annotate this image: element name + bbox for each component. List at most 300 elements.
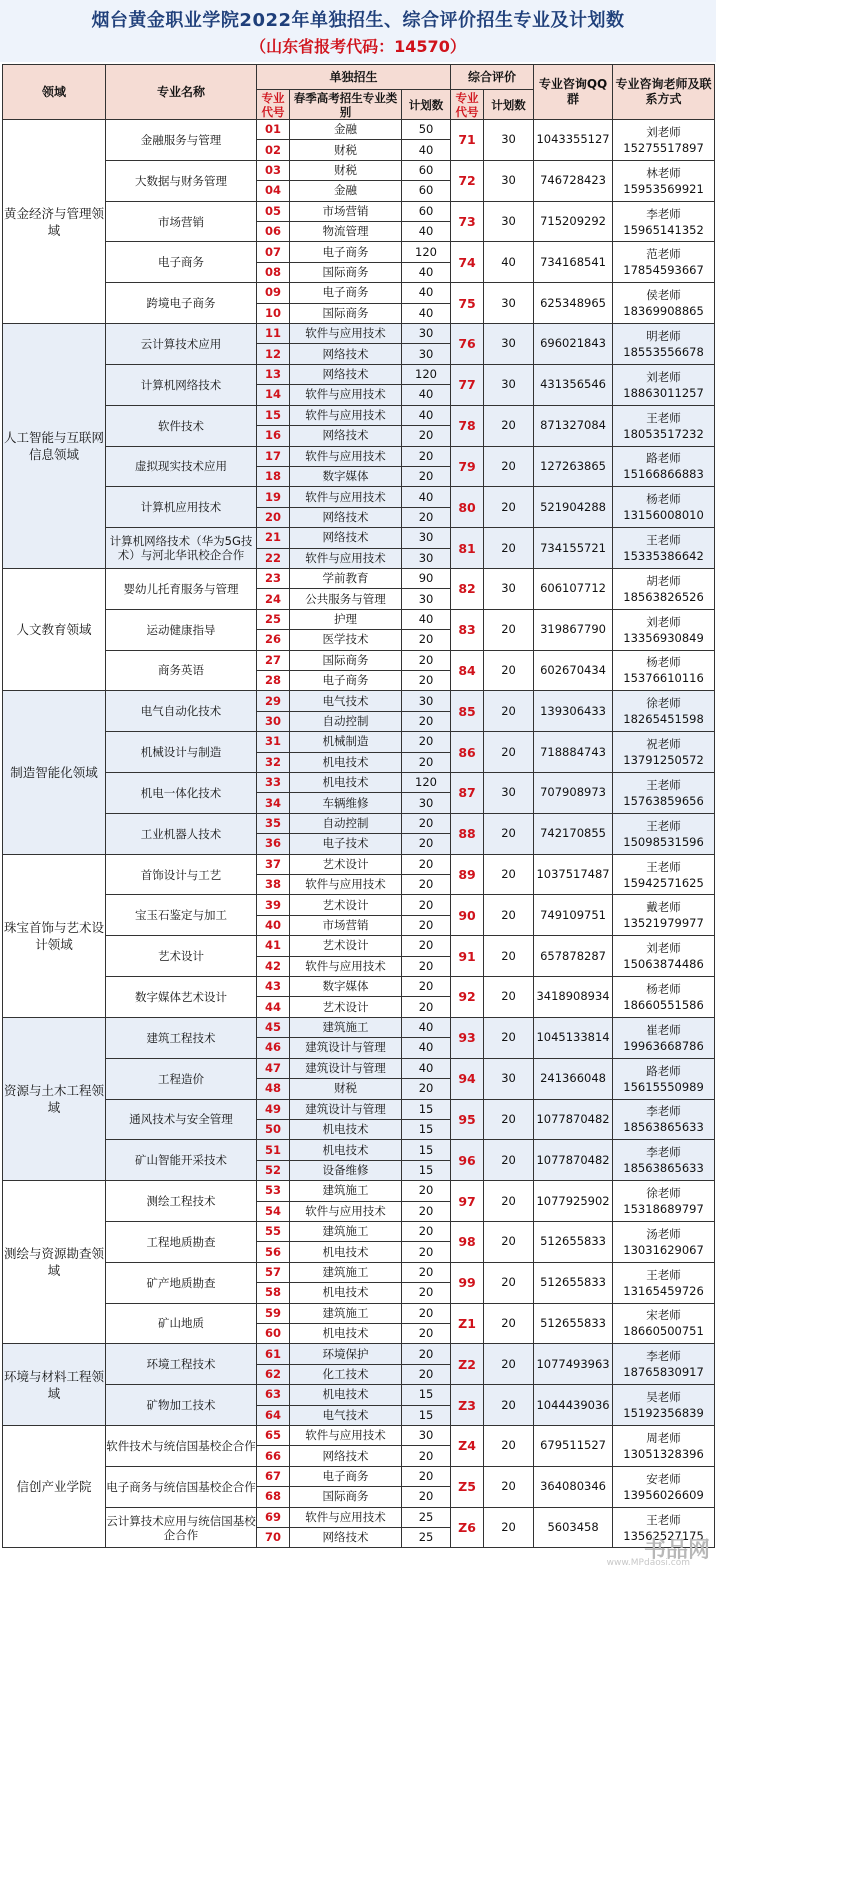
- single-code: 14: [257, 385, 290, 405]
- teacher-name: 李老师: [646, 1145, 681, 1160]
- comp-code: 89: [451, 854, 484, 895]
- single-plan: 30: [402, 793, 451, 813]
- single-code: 33: [257, 773, 290, 793]
- qq-group: 127263865: [534, 446, 613, 487]
- comp-code: 72: [451, 160, 484, 201]
- single-plan: 30: [402, 691, 451, 711]
- single-code: 32: [257, 752, 290, 772]
- single-category: 设备维修: [290, 1160, 402, 1180]
- comp-code: 76: [451, 324, 484, 365]
- teacher-name: 王老师: [646, 777, 681, 792]
- header-comp: 综合评价: [451, 65, 534, 90]
- single-category: 软件与应用技术: [290, 324, 402, 344]
- major-name: 婴幼儿托育服务与管理: [106, 568, 257, 609]
- table-row: [3, 1385, 715, 1405]
- single-plan: 20: [402, 875, 451, 895]
- teacher-name: 李老师: [646, 1104, 681, 1119]
- comp-code: 87: [451, 773, 484, 814]
- major-name: 跨境电子商务: [106, 283, 257, 324]
- teacher-contact: [613, 1058, 715, 1099]
- teacher-name: 王老师: [646, 818, 681, 833]
- single-category: 网络技术: [290, 528, 402, 548]
- single-code: 69: [257, 1507, 290, 1527]
- teacher-name: 杨老师: [646, 981, 681, 996]
- teacher-phone: 15615550989: [623, 1079, 704, 1094]
- table-row: [3, 1344, 715, 1364]
- single-plan: 20: [402, 670, 451, 690]
- qq-group: 512655833: [534, 1221, 613, 1262]
- table-row: [3, 1466, 715, 1486]
- qq-group: 1077870482: [534, 1099, 613, 1140]
- comp-code: 94: [451, 1058, 484, 1099]
- major-name: 矿物加工技术: [106, 1385, 257, 1426]
- qq-group: 3418908934: [534, 977, 613, 1018]
- comp-code: 95: [451, 1099, 484, 1140]
- teacher-phone: 18369908865: [623, 304, 704, 319]
- comp-code: Z2: [451, 1344, 484, 1385]
- comp-plan: 30: [484, 364, 534, 405]
- single-category: 金融: [290, 181, 402, 201]
- single-category: 公共服务与管理: [290, 589, 402, 609]
- comp-code: 82: [451, 568, 484, 609]
- teacher-phone: 15965141352: [623, 222, 704, 237]
- single-category: 软件与应用技术: [290, 405, 402, 425]
- teacher-name: 周老师: [646, 1430, 681, 1445]
- single-category: 网络技术: [290, 364, 402, 384]
- single-plan: 20: [402, 507, 451, 527]
- header-plan: 计划数: [402, 90, 451, 120]
- comp-plan: 20: [484, 691, 534, 732]
- single-plan: 25: [402, 1507, 451, 1527]
- comp-code: 71: [451, 120, 484, 161]
- table-row: [3, 120, 715, 140]
- qq-group: 1037517487: [534, 854, 613, 895]
- single-plan: 30: [402, 1426, 451, 1446]
- single-plan: 15: [402, 1119, 451, 1139]
- teacher-name: 明老师: [646, 328, 681, 343]
- qq-group: 431356546: [534, 364, 613, 405]
- table-row: [3, 1017, 715, 1037]
- single-code: 38: [257, 875, 290, 895]
- single-code: 50: [257, 1119, 290, 1139]
- table-row: [3, 405, 715, 425]
- major-name: 软件技术: [106, 405, 257, 446]
- single-plan: 20: [402, 956, 451, 976]
- single-category: 机电技术: [290, 1119, 402, 1139]
- single-code: 11: [257, 324, 290, 344]
- teacher-phone: 18053517232: [623, 426, 704, 441]
- table-row: [3, 1058, 715, 1078]
- single-plan: 20: [402, 466, 451, 486]
- single-plan: 40: [402, 609, 451, 629]
- single-code: 15: [257, 405, 290, 425]
- teacher-name: 王老师: [646, 1267, 681, 1282]
- single-category: 软件与应用技术: [290, 446, 402, 466]
- table-row: [3, 160, 715, 180]
- comp-plan: 20: [484, 1426, 534, 1467]
- single-plan: 15: [402, 1140, 451, 1160]
- single-plan: 30: [402, 548, 451, 568]
- single-code: 26: [257, 630, 290, 650]
- single-code: 58: [257, 1283, 290, 1303]
- single-plan: 20: [402, 1446, 451, 1466]
- teacher-contact: [613, 732, 715, 773]
- major-name: 虚拟现实技术应用: [106, 446, 257, 487]
- single-category: 网络技术: [290, 507, 402, 527]
- single-code: 43: [257, 977, 290, 997]
- teacher-phone: 15953569921: [623, 181, 704, 196]
- table-row: [3, 1426, 715, 1446]
- header-code: 专业代号: [257, 90, 290, 120]
- single-plan: 20: [402, 997, 451, 1017]
- teacher-name: 胡老师: [646, 573, 681, 588]
- comp-code: Z5: [451, 1466, 484, 1507]
- comp-code: 88: [451, 813, 484, 854]
- qq-group: 657878287: [534, 936, 613, 977]
- single-category: 网络技术: [290, 1528, 402, 1548]
- teacher-phone: 15098531596: [623, 834, 704, 849]
- domain-cell: 资源与土木工程领域: [3, 1017, 106, 1180]
- single-category: 电子商务: [290, 1466, 402, 1486]
- single-plan: 20: [402, 895, 451, 915]
- single-category: 建筑施工: [290, 1017, 402, 1037]
- table-row: [3, 609, 715, 629]
- single-plan: 25: [402, 1528, 451, 1548]
- domain-cell: 测绘与资源勘查领域: [3, 1181, 106, 1344]
- single-plan: 20: [402, 1303, 451, 1323]
- major-name: 运动健康指导: [106, 609, 257, 650]
- single-code: 35: [257, 813, 290, 833]
- teacher-contact: [613, 1221, 715, 1262]
- single-category: 软件与应用技术: [290, 1426, 402, 1446]
- teacher-contact: [613, 1303, 715, 1344]
- single-code: 22: [257, 548, 290, 568]
- comp-plan: 20: [484, 854, 534, 895]
- major-name: 矿产地质勘查: [106, 1262, 257, 1303]
- table-row: [3, 364, 715, 384]
- header-plan2: 计划数: [484, 90, 534, 120]
- single-category: 网络技术: [290, 344, 402, 364]
- single-plan: 120: [402, 773, 451, 793]
- single-code: 40: [257, 915, 290, 935]
- single-code: 37: [257, 854, 290, 874]
- single-code: 49: [257, 1099, 290, 1119]
- teacher-phone: 18765830917: [623, 1365, 704, 1380]
- single-plan: 20: [402, 1181, 451, 1201]
- single-code: 13: [257, 364, 290, 384]
- comp-code: 83: [451, 609, 484, 650]
- table-row: [3, 1507, 715, 1527]
- single-category: 机电技术: [290, 1283, 402, 1303]
- single-category: 机电技术: [290, 1323, 402, 1343]
- teacher-contact: [613, 1466, 715, 1507]
- single-plan: 15: [402, 1099, 451, 1119]
- single-code: 48: [257, 1079, 290, 1099]
- major-name: 软件技术与统信国基校企合作: [106, 1426, 257, 1467]
- comp-plan: 40: [484, 242, 534, 283]
- teacher-contact: [613, 1344, 715, 1385]
- single-plan: 20: [402, 1466, 451, 1486]
- single-category: 艺术设计: [290, 854, 402, 874]
- teacher-name: 汤老师: [646, 1226, 681, 1241]
- single-category: 建筑设计与管理: [290, 1058, 402, 1078]
- single-code: 24: [257, 589, 290, 609]
- single-category: 机电技术: [290, 773, 402, 793]
- single-category: 市场营销: [290, 915, 402, 935]
- single-code: 21: [257, 528, 290, 548]
- teacher-phone: 18863011257: [623, 385, 704, 400]
- major-name: 云计算技术应用: [106, 324, 257, 365]
- qq-group: 602670434: [534, 650, 613, 691]
- comp-plan: 30: [484, 1058, 534, 1099]
- single-plan: 50: [402, 120, 451, 140]
- table-row: [3, 854, 715, 874]
- single-code: 44: [257, 997, 290, 1017]
- qq-group: 715209292: [534, 201, 613, 242]
- single-plan: 40: [402, 222, 451, 242]
- teacher-name: 杨老师: [646, 492, 681, 507]
- page-header: [0, 0, 716, 62]
- table-row: [3, 487, 715, 507]
- teacher-name: 路老师: [646, 1063, 681, 1078]
- qq-group: 241366048: [534, 1058, 613, 1099]
- teacher-contact: [613, 487, 715, 528]
- single-category: 数字媒体: [290, 466, 402, 486]
- teacher-contact: [613, 1426, 715, 1467]
- single-code: 39: [257, 895, 290, 915]
- single-category: 电气技术: [290, 691, 402, 711]
- single-plan: 15: [402, 1160, 451, 1180]
- teacher-phone: 17854593667: [623, 263, 704, 278]
- table-row: [3, 1140, 715, 1160]
- teacher-name: 王老师: [646, 859, 681, 874]
- major-name: 电子商务与统信国基校企合作: [106, 1466, 257, 1507]
- teacher-phone: 13031629067: [623, 1242, 704, 1257]
- single-category: 网络技术: [290, 426, 402, 446]
- comp-plan: 20: [484, 1303, 534, 1344]
- qq-group: 1077925902: [534, 1181, 613, 1222]
- teacher-phone: 18553556678: [623, 344, 704, 359]
- page-title: 烟台黄金职业学院2022年单独招生、综合评价招生专业及计划数: [91, 10, 625, 31]
- qq-group: 5603458: [534, 1507, 613, 1548]
- single-plan: 15: [402, 1405, 451, 1425]
- qq-group: 625348965: [534, 283, 613, 324]
- teacher-phone: 15376610116: [623, 671, 704, 686]
- comp-code: Z3: [451, 1385, 484, 1426]
- major-name: 市场营销: [106, 201, 257, 242]
- single-code: 25: [257, 609, 290, 629]
- single-plan: 20: [402, 1262, 451, 1282]
- domain-cell: 人文教育领域: [3, 568, 106, 690]
- major-name: 艺术设计: [106, 936, 257, 977]
- major-name: 宝玉石鉴定与加工: [106, 895, 257, 936]
- comp-plan: 20: [484, 1017, 534, 1058]
- single-code: 08: [257, 262, 290, 282]
- single-plan: 40: [402, 1058, 451, 1078]
- single-plan: 20: [402, 1221, 451, 1241]
- single-category: 金融: [290, 120, 402, 140]
- single-plan: 20: [402, 854, 451, 874]
- single-category: 软件与应用技术: [290, 487, 402, 507]
- table-row: [3, 1221, 715, 1241]
- single-plan: 20: [402, 1323, 451, 1343]
- single-plan: 40: [402, 1038, 451, 1058]
- teacher-contact: [613, 977, 715, 1018]
- single-plan: 20: [402, 936, 451, 956]
- major-name: 测绘工程技术: [106, 1181, 257, 1222]
- comp-code: Z1: [451, 1303, 484, 1344]
- major-name: 工程造价: [106, 1058, 257, 1099]
- major-name: 计算机网络技术（华为5G技术）与河北华讯校企合作: [106, 528, 257, 569]
- single-code: 63: [257, 1385, 290, 1405]
- qq-group: 512655833: [534, 1262, 613, 1303]
- qq-group: 746728423: [534, 160, 613, 201]
- header-domain: 领域: [3, 65, 106, 120]
- qq-group: 734168541: [534, 242, 613, 283]
- single-category: 电子商务: [290, 670, 402, 690]
- comp-code: 81: [451, 528, 484, 569]
- single-plan: 20: [402, 1344, 451, 1364]
- watermark-url: www.MPdaosi.com: [606, 1558, 690, 1568]
- single-code: 23: [257, 568, 290, 588]
- single-code: 41: [257, 936, 290, 956]
- comp-plan: 20: [484, 650, 534, 691]
- single-plan: 20: [402, 752, 451, 772]
- single-code: 46: [257, 1038, 290, 1058]
- major-name: 机械设计与制造: [106, 732, 257, 773]
- table-row: [3, 528, 715, 548]
- teacher-name: 吴老师: [646, 1390, 681, 1405]
- qq-group: 749109751: [534, 895, 613, 936]
- single-plan: 20: [402, 1201, 451, 1221]
- single-code: 56: [257, 1242, 290, 1262]
- single-code: 10: [257, 303, 290, 323]
- single-category: 国际商务: [290, 1487, 402, 1507]
- major-name: 云计算技术应用与统信国基校企合作: [106, 1507, 257, 1548]
- qq-group: 364080346: [534, 1466, 613, 1507]
- major-name: 工程地质勘查: [106, 1221, 257, 1262]
- watermark: 书品网: [643, 1538, 710, 1563]
- teacher-phone: 18660500751: [623, 1324, 704, 1339]
- major-name: 首饰设计与工艺: [106, 854, 257, 895]
- comp-code: 90: [451, 895, 484, 936]
- comp-plan: 30: [484, 283, 534, 324]
- teacher-contact: [613, 650, 715, 691]
- single-code: 09: [257, 283, 290, 303]
- teacher-phone: 13356930849: [623, 630, 704, 645]
- teacher-name: 侯老师: [646, 288, 681, 303]
- single-code: 68: [257, 1487, 290, 1507]
- single-code: 57: [257, 1262, 290, 1282]
- single-code: 01: [257, 120, 290, 140]
- single-plan: 20: [402, 446, 451, 466]
- single-plan: 15: [402, 1385, 451, 1405]
- comp-plan: 20: [484, 1181, 534, 1222]
- comp-code: 74: [451, 242, 484, 283]
- single-code: 64: [257, 1405, 290, 1425]
- single-plan: 20: [402, 630, 451, 650]
- single-category: 自动控制: [290, 813, 402, 833]
- teacher-phone: 15942571625: [623, 875, 704, 890]
- comp-code: 77: [451, 364, 484, 405]
- single-plan: 20: [402, 977, 451, 997]
- teacher-contact: [613, 405, 715, 446]
- comp-code: 75: [451, 283, 484, 324]
- qq-group: 512655833: [534, 1303, 613, 1344]
- comp-plan: 20: [484, 1221, 534, 1262]
- comp-code: 97: [451, 1181, 484, 1222]
- teacher-contact: [613, 528, 715, 569]
- single-category: 国际商务: [290, 303, 402, 323]
- single-code: 29: [257, 691, 290, 711]
- single-plan: 20: [402, 711, 451, 731]
- teacher-phone: 13562527175: [623, 1528, 704, 1543]
- single-category: 机电技术: [290, 752, 402, 772]
- teacher-name: 刘老师: [646, 369, 681, 384]
- major-name: 金融服务与管理: [106, 120, 257, 161]
- single-code: 05: [257, 201, 290, 221]
- teacher-name: 刘老师: [646, 614, 681, 629]
- table-row: [3, 936, 715, 956]
- table-row: [3, 1303, 715, 1323]
- major-name: 商务英语: [106, 650, 257, 691]
- comp-plan: 30: [484, 201, 534, 242]
- single-plan: 40: [402, 140, 451, 160]
- single-code: 03: [257, 160, 290, 180]
- table-row: [3, 242, 715, 262]
- single-category: 软件与应用技术: [290, 1201, 402, 1221]
- header-major: 专业名称: [106, 65, 257, 120]
- single-plan: 30: [402, 344, 451, 364]
- single-code: 61: [257, 1344, 290, 1364]
- page-subtitle: （山东省报考代码：14570）: [250, 37, 466, 56]
- domain-cell: 信创产业学院: [3, 1426, 106, 1548]
- table-row: [3, 568, 715, 588]
- comp-code: Z6: [451, 1507, 484, 1548]
- single-category: 建筑施工: [290, 1181, 402, 1201]
- comp-code: 78: [451, 405, 484, 446]
- header-single: 单独招生: [257, 65, 451, 90]
- single-plan: 20: [402, 1283, 451, 1303]
- single-plan: 30: [402, 324, 451, 344]
- teacher-contact: [613, 446, 715, 487]
- single-code: 42: [257, 956, 290, 976]
- major-name: 环境工程技术: [106, 1344, 257, 1385]
- single-code: 12: [257, 344, 290, 364]
- major-name: 机电一体化技术: [106, 773, 257, 814]
- single-category: 环境保护: [290, 1344, 402, 1364]
- single-category: 建筑施工: [290, 1303, 402, 1323]
- header-code2: 专业代号: [451, 90, 484, 120]
- single-category: 护理: [290, 609, 402, 629]
- single-plan: 20: [402, 1364, 451, 1384]
- teacher-contact: [613, 895, 715, 936]
- teacher-contact: [613, 324, 715, 365]
- single-code: 19: [257, 487, 290, 507]
- teacher-name: 安老师: [646, 1471, 681, 1486]
- major-name: 电子商务: [106, 242, 257, 283]
- domain-cell: 制造智能化领域: [3, 691, 106, 854]
- single-category: 财税: [290, 140, 402, 160]
- single-code: 16: [257, 426, 290, 446]
- single-category: 国际商务: [290, 262, 402, 282]
- qq-group: 679511527: [534, 1426, 613, 1467]
- single-category: 电子技术: [290, 834, 402, 854]
- single-code: 65: [257, 1426, 290, 1446]
- major-name: 建筑工程技术: [106, 1017, 257, 1058]
- single-code: 34: [257, 793, 290, 813]
- single-category: 软件与应用技术: [290, 875, 402, 895]
